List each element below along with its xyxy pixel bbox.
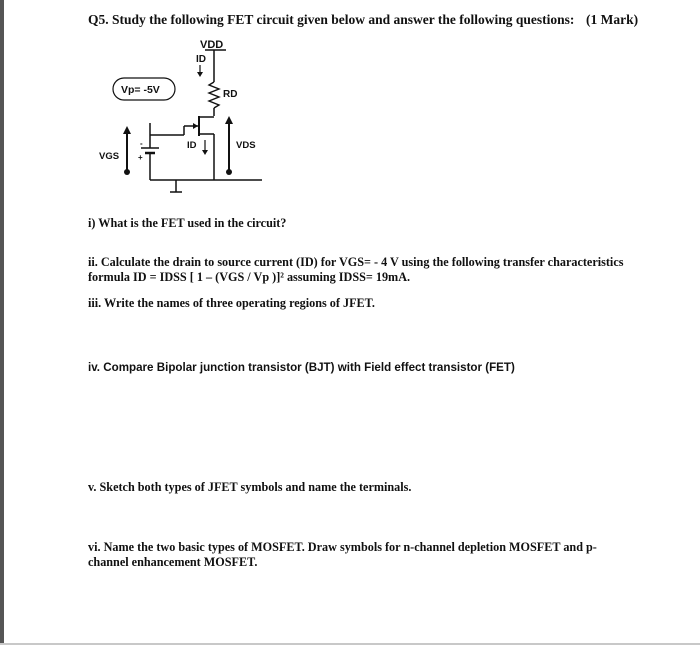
question-v: v. Sketch both types of JFET symbols and name the terminals. [88,480,412,494]
marks-label: (1 Mark) [586,12,639,27]
vds-terminal-dot [226,169,232,175]
vgs-label: VGS [99,151,120,162]
id-side-label: ID [187,140,197,151]
question-ii [88,255,648,285]
rd-label: RD [223,89,238,100]
vdd-label: VDD [200,39,224,51]
id-top-label: ID [196,54,206,65]
vp-label: Vp= -5V [121,84,160,96]
question-iv: iv. Compare Bipolar junction transistor (BJT) with Field effect transistor (FET) [88,361,515,374]
question-vi-line1: vi. Name the two basic types of MOSFET. Draw symbols for n-channel depletion MOSFET and p- [88,540,597,554]
vds-arrow-head [225,116,233,124]
id-side-arrow-head [202,150,208,155]
vgs-terminal-dot [124,169,130,175]
question-vi-line2: channel enhancement MOSFET. [88,555,258,569]
vds-label: VDS [236,140,256,151]
question-ii-line2: formula ID = IDSS [ 1 – (VGS / Vp )]² assuming IDSS= 19mA. [88,270,411,284]
question-iii: iii. Write the names of three operating regions of JFET. [88,296,375,310]
question-vi [88,540,648,570]
question-i: i) What is the FET used in the circuit? [88,216,287,230]
id-top-arrow-head [197,72,203,77]
battery-plus-sign: + [138,153,143,162]
gate-arrow [193,123,198,129]
question-title: Q5. Study the following FET circuit given below and answer the following questions: [88,12,575,27]
vgs-arrow-head [123,126,131,134]
question-ii-line1: ii. Calculate the drain to source current (ID) for VGS= - 4 V using the following transfer characteristics [88,255,624,269]
battery-minus-sign: - [140,139,143,148]
fet-circuit-diagram [0,0,700,210]
rd-resistor [209,82,219,108]
